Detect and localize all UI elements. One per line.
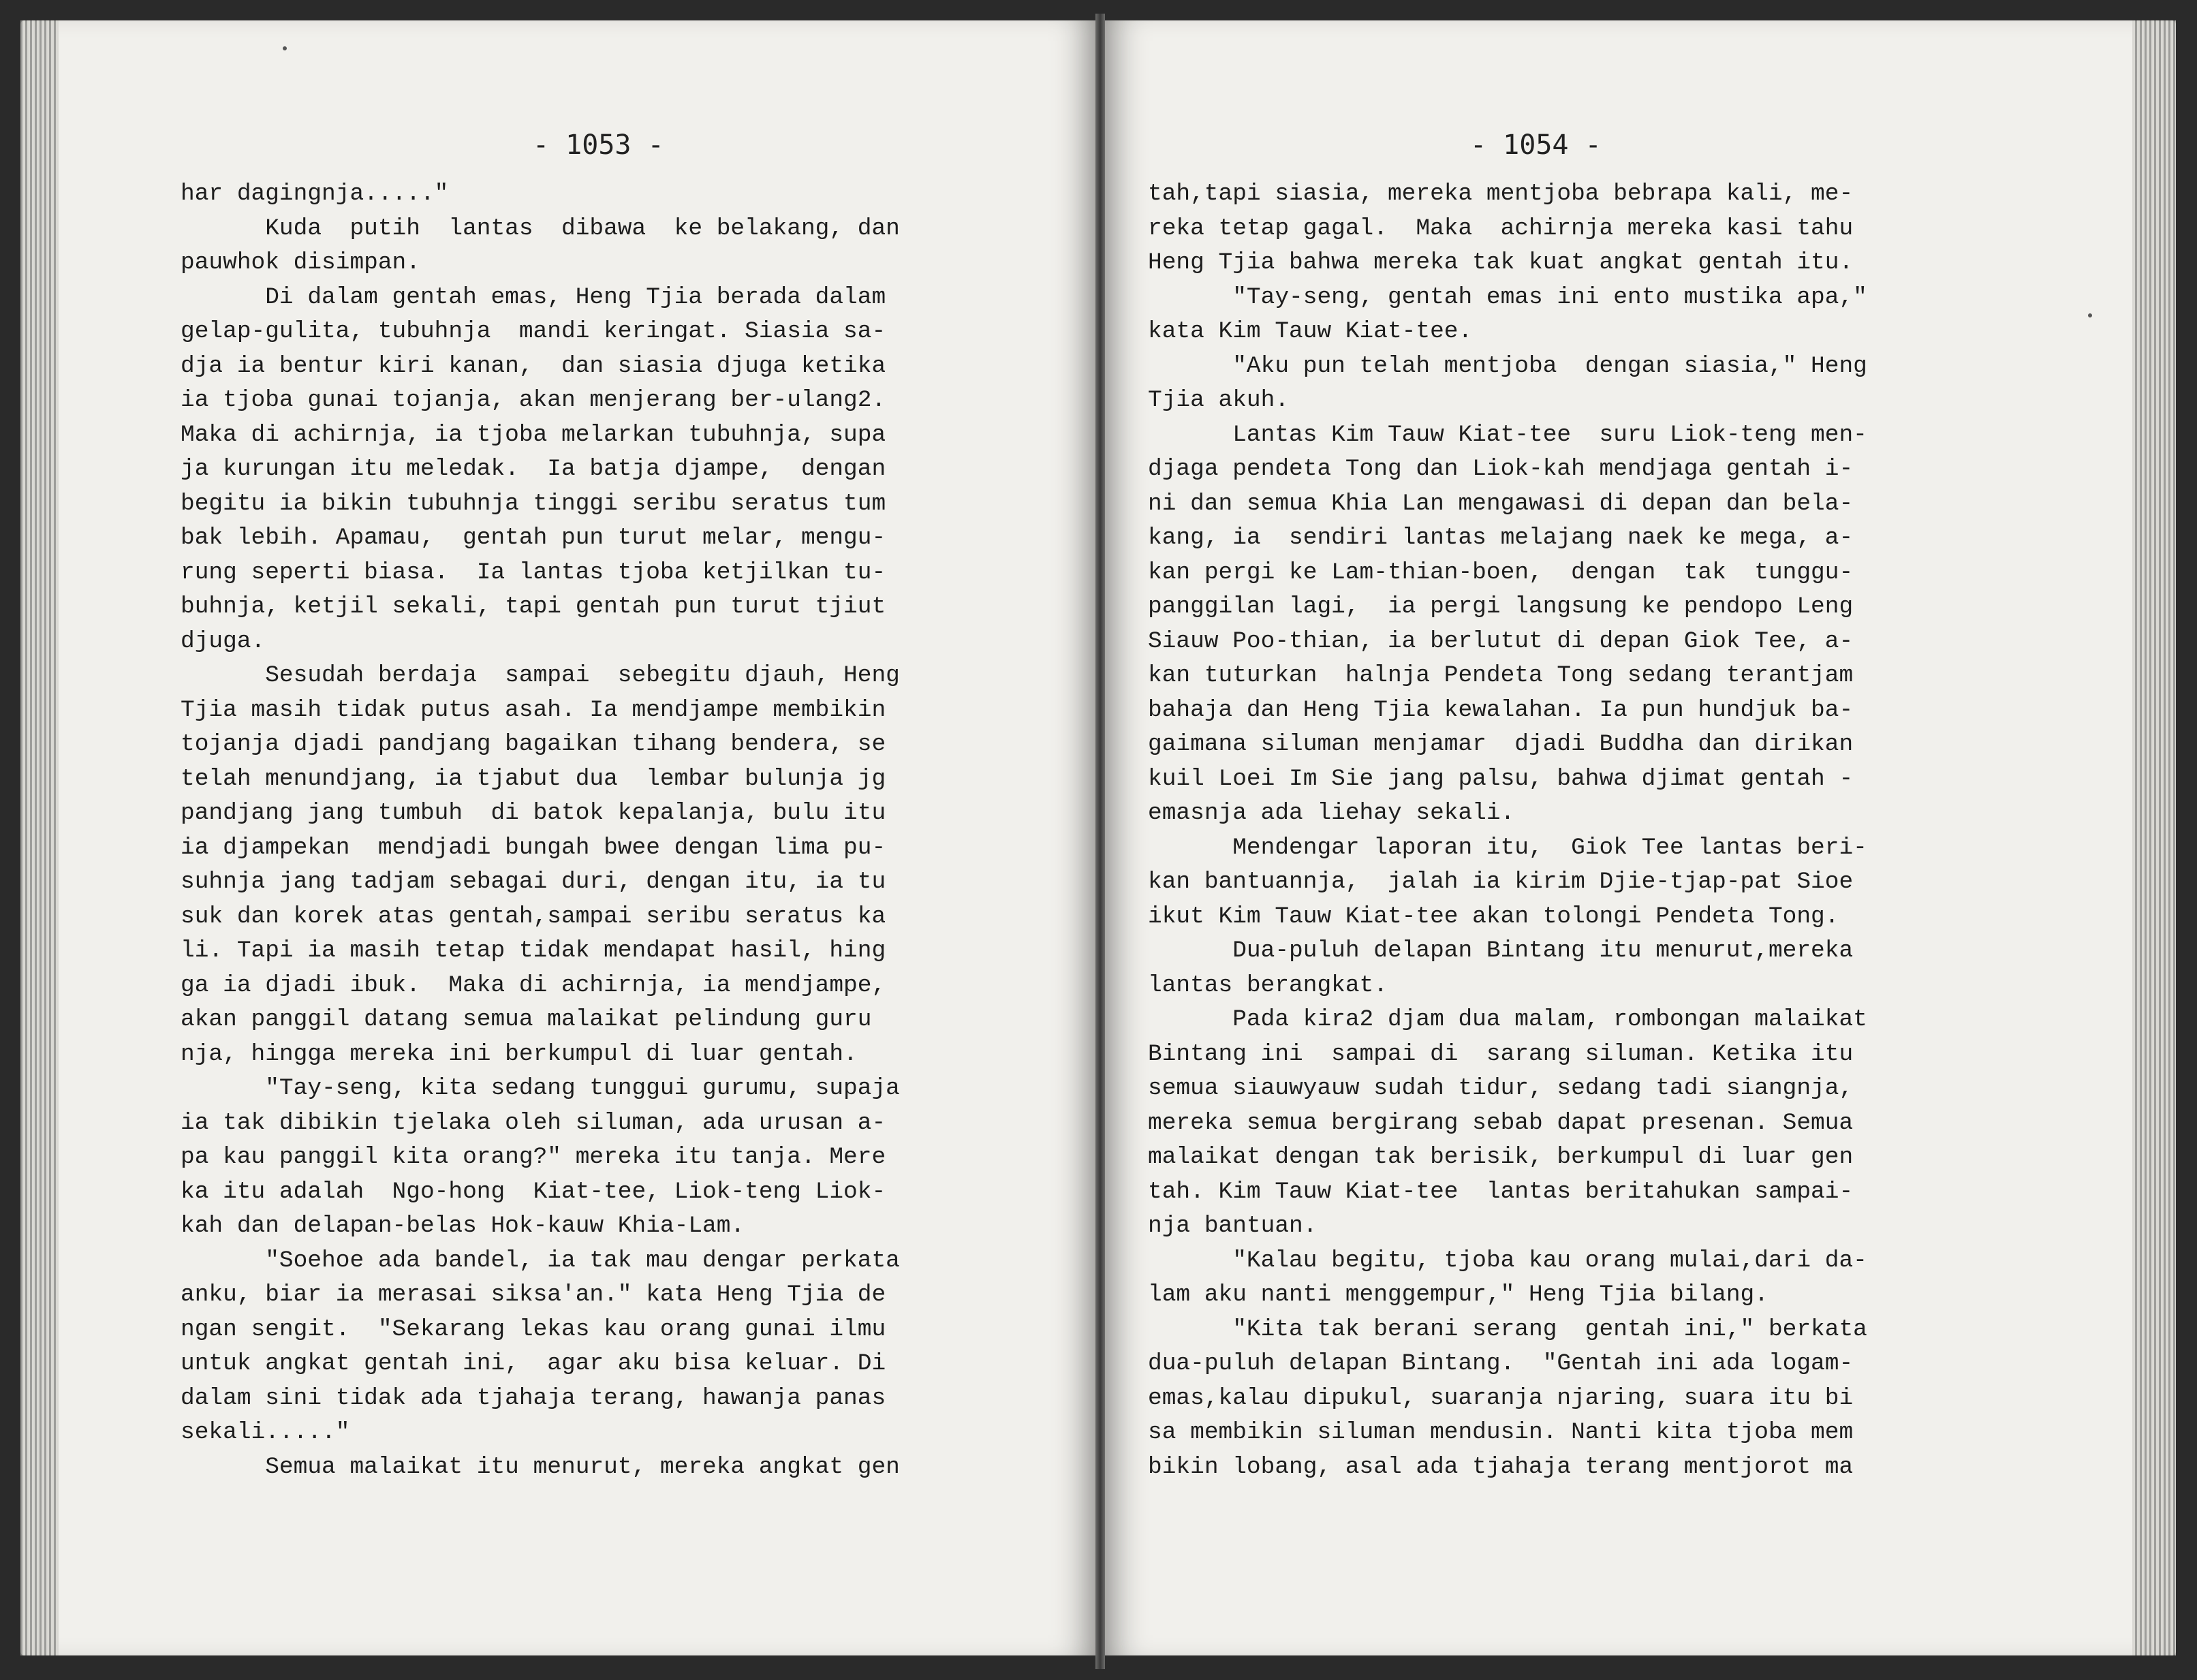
text-line: djuga. <box>181 627 266 655</box>
text-line: bak lebih. Apamau, gentah pun turut melar, mengu- <box>181 525 886 551</box>
right-page <box>1105 20 2176 1655</box>
text-line: panggilan lagi, ia pergi langsung ke pendopo Leng <box>1148 593 1854 620</box>
text-line: kah dan delapan-belas Hok-kauw Khia-Lam. <box>181 1213 745 1239</box>
text-line: ka itu adalah Ngo-hong Kiat-tee, Liok-teng Liok- <box>181 1178 886 1205</box>
right-page-edges <box>2132 20 2176 1655</box>
text-line: pandjang jang tumbuh di batok kepalanja, bulu itu <box>181 800 886 826</box>
text-line: Tjia akuh. <box>1148 387 1290 414</box>
text-line: bahaja dan Heng Tjia kewalahan. Ia pun hundjuk ba- <box>1148 696 1854 724</box>
book-gutter <box>1095 14 1105 1669</box>
text-line: Siauw Poo-thian, ia berlutut di depan Giok Tee, a- <box>1148 627 1854 655</box>
text-line: ngan sengit. "Sekarang lekas kau orang gunai ilmu <box>181 1316 886 1343</box>
text-line: kang, ia sendiri lantas melajang naek ke mega, a- <box>1148 525 1854 551</box>
text-line: suhnja jang tadjam sebagai duri, dengan itu, ia tu <box>181 869 886 895</box>
text-line: nja bantuan. <box>1148 1213 1318 1239</box>
text-line: semua siauwyauw sudah tidur, sedang tadi siangnja, <box>1148 1075 1854 1102</box>
text-line: "Aku pun telah mentjoba dengan siasia," Heng <box>1148 352 1867 379</box>
text-line: sa membikin siluman mendusin. Nanti kita tjoba mem <box>1148 1419 1854 1446</box>
text-line: ia djampekan mendjadi bungah bwee dengan lima pu- <box>181 834 886 861</box>
text-line: untuk angkat gentah ini, agar aku bisa keluar. Di <box>181 1350 886 1377</box>
left-page-number: - 1053 - <box>533 129 664 161</box>
text-line: ga ia djadi ibuk. Maka di achirnja, ia mendjampe, <box>181 971 886 999</box>
text-line: buhnja, ketjil sekali, tapi gentah pun turut tjiut <box>181 593 886 620</box>
text-line: kan pergi ke Lam-thian-boen, dengan tak tunggu- <box>1148 559 1854 586</box>
text-line: "Tay-seng, kita sedang tunggui gurumu, supaja <box>181 1075 900 1102</box>
text-line: "Kalau begitu, tjoba kau orang mulai,dari da- <box>1148 1247 1867 1274</box>
text-line: tojanja djadi pandjang bagaikan tihang bendera, se <box>181 731 886 758</box>
left-page <box>20 20 1095 1655</box>
text-line: sekali....." <box>181 1419 350 1446</box>
text-line: begitu ia bikin tubuhnja tinggi seribu seratus tum <box>181 490 886 517</box>
text-line: ia tak dibikin tjelaka oleh siluman, ada urusan a- <box>181 1109 886 1136</box>
text-line: har dagingnja....." <box>181 181 449 207</box>
text-line: kan bantuannja, jalah ia kirim Djie-tjap-pat Sioe <box>1148 869 1854 895</box>
text-line: dua-puluh delapan Bintang. "Gentah ini ada logam- <box>1148 1350 1854 1377</box>
text-line: lantas berangkat. <box>1148 971 1388 999</box>
left-page-text <box>181 177 900 1484</box>
text-line: suk dan korek atas gentah,sampai seribu seratus ka <box>181 903 886 930</box>
text-line: anku, biar ia merasai siksa'an." kata Heng Tjia de <box>181 1281 886 1308</box>
text-line: "Kita tak berani serang gentah ini," berkata <box>1148 1316 1867 1343</box>
text-line: ikut Kim Tauw Kiat-tee akan tolongi Pendeta Tong. <box>1148 903 1839 930</box>
text-line: ia tjoba gunai tojanja, akan menjerang ber-ulang2. <box>181 387 886 414</box>
text-line: Mendengar laporan itu, Giok Tee lantas beri- <box>1148 834 1867 861</box>
right-page-text <box>1148 177 1867 1484</box>
text-line: Sesudah berdaja sampai sebegitu djauh, Heng <box>181 662 900 689</box>
text-line: mereka semua bergirang sebab dapat presenan. Semua <box>1148 1109 1854 1136</box>
text-line: gelap-gulita, tubuhnja mandi keringat. Siasia sa- <box>181 318 886 345</box>
text-line: bikin lobang, asal ada tjahaja terang mentjorot ma <box>1148 1453 1854 1480</box>
text-line: kata Kim Tauw Kiat-tee. <box>1148 318 1473 345</box>
text-line: pauwhok disimpan. <box>181 249 420 276</box>
text-line: akan panggil datang semua malaikat pelindung guru <box>181 1006 872 1033</box>
text-line: "Tay-seng, gentah emas ini ento mustika apa," <box>1148 283 1867 311</box>
paper-speck <box>283 46 287 50</box>
text-line: ni dan semua Khia Lan mengawasi di depan dan bela- <box>1148 490 1854 517</box>
text-line: Bintang ini sampai di sarang siluman. Ketika itu <box>1148 1040 1854 1068</box>
text-line: ja kurungan itu meledak. Ia batja djampe, dengan <box>181 456 886 482</box>
text-line: lam aku nanti menggempur," Heng Tjia bilang. <box>1148 1281 1768 1308</box>
text-line: djaga pendeta Tong dan Liok-kah mendjaga gentah i- <box>1148 456 1854 482</box>
text-line: reka tetap gagal. Maka achirnja mereka kasi tahu <box>1148 215 1854 242</box>
text-line: Dua-puluh delapan Bintang itu menurut,mereka <box>1148 937 1854 964</box>
right-page-number: - 1054 - <box>1470 129 1602 161</box>
paper-speck <box>2088 313 2092 317</box>
text-line: dja ia bentur kiri kanan, dan siasia djuga ketika <box>181 352 886 379</box>
text-line: malaikat dengan tak berisik, berkumpul di luar gen <box>1148 1144 1854 1170</box>
text-line: Semua malaikat itu menurut, mereka angkat gen <box>181 1453 900 1480</box>
text-line: emasnja ada liehay sekali. <box>1148 800 1515 826</box>
text-line: Kuda putih lantas dibawa ke belakang, dan <box>181 215 900 242</box>
text-line: pa kau panggil kita orang?" mereka itu tanja. Mere <box>181 1144 886 1170</box>
text-line: dalam sini tidak ada tjahaja terang, hawanja panas <box>181 1384 886 1412</box>
text-line: "Soehoe ada bandel, ia tak mau dengar perkata <box>181 1247 900 1274</box>
text-line: Lantas Kim Tauw Kiat-tee suru Liok-teng men- <box>1148 421 1867 448</box>
text-line: rung seperti biasa. Ia lantas tjoba ketjilkan tu- <box>181 559 886 586</box>
text-line: tah. Kim Tauw Kiat-tee lantas beritahukan sampai- <box>1148 1178 1854 1205</box>
text-line: tah,tapi siasia, mereka mentjoba bebrapa kali, me- <box>1148 181 1854 207</box>
text-line: li. Tapi ia masih tetap tidak mendapat hasil, hing <box>181 937 886 964</box>
text-line: nja, hingga mereka ini berkumpul di luar gentah. <box>181 1040 858 1068</box>
text-line: Pada kira2 djam dua malam, rombongan malaikat <box>1148 1006 1867 1033</box>
text-line: Maka di achirnja, ia tjoba melarkan tubuhnja, supa <box>181 421 886 448</box>
text-line: kan tuturkan halnja Pendeta Tong sedang terantjam <box>1148 662 1854 689</box>
text-line: telah menundjang, ia tjabut dua lembar bulunja jg <box>181 765 886 792</box>
left-page-edges <box>20 20 59 1655</box>
text-line: kuil Loei Im Sie jang palsu, bahwa djimat gentah - <box>1148 765 1854 792</box>
text-line: Di dalam gentah emas, Heng Tjia berada dalam <box>181 283 886 311</box>
text-line: Tjia masih tidak putus asah. Ia mendjampe membikin <box>181 696 886 724</box>
text-line: Heng Tjia bahwa mereka tak kuat angkat gentah itu. <box>1148 249 1854 276</box>
text-line: gaimana siluman menjamar djadi Buddha dan dirikan <box>1148 731 1854 758</box>
text-line: emas,kalau dipukul, suaranja njaring, suara itu bi <box>1148 1384 1854 1412</box>
